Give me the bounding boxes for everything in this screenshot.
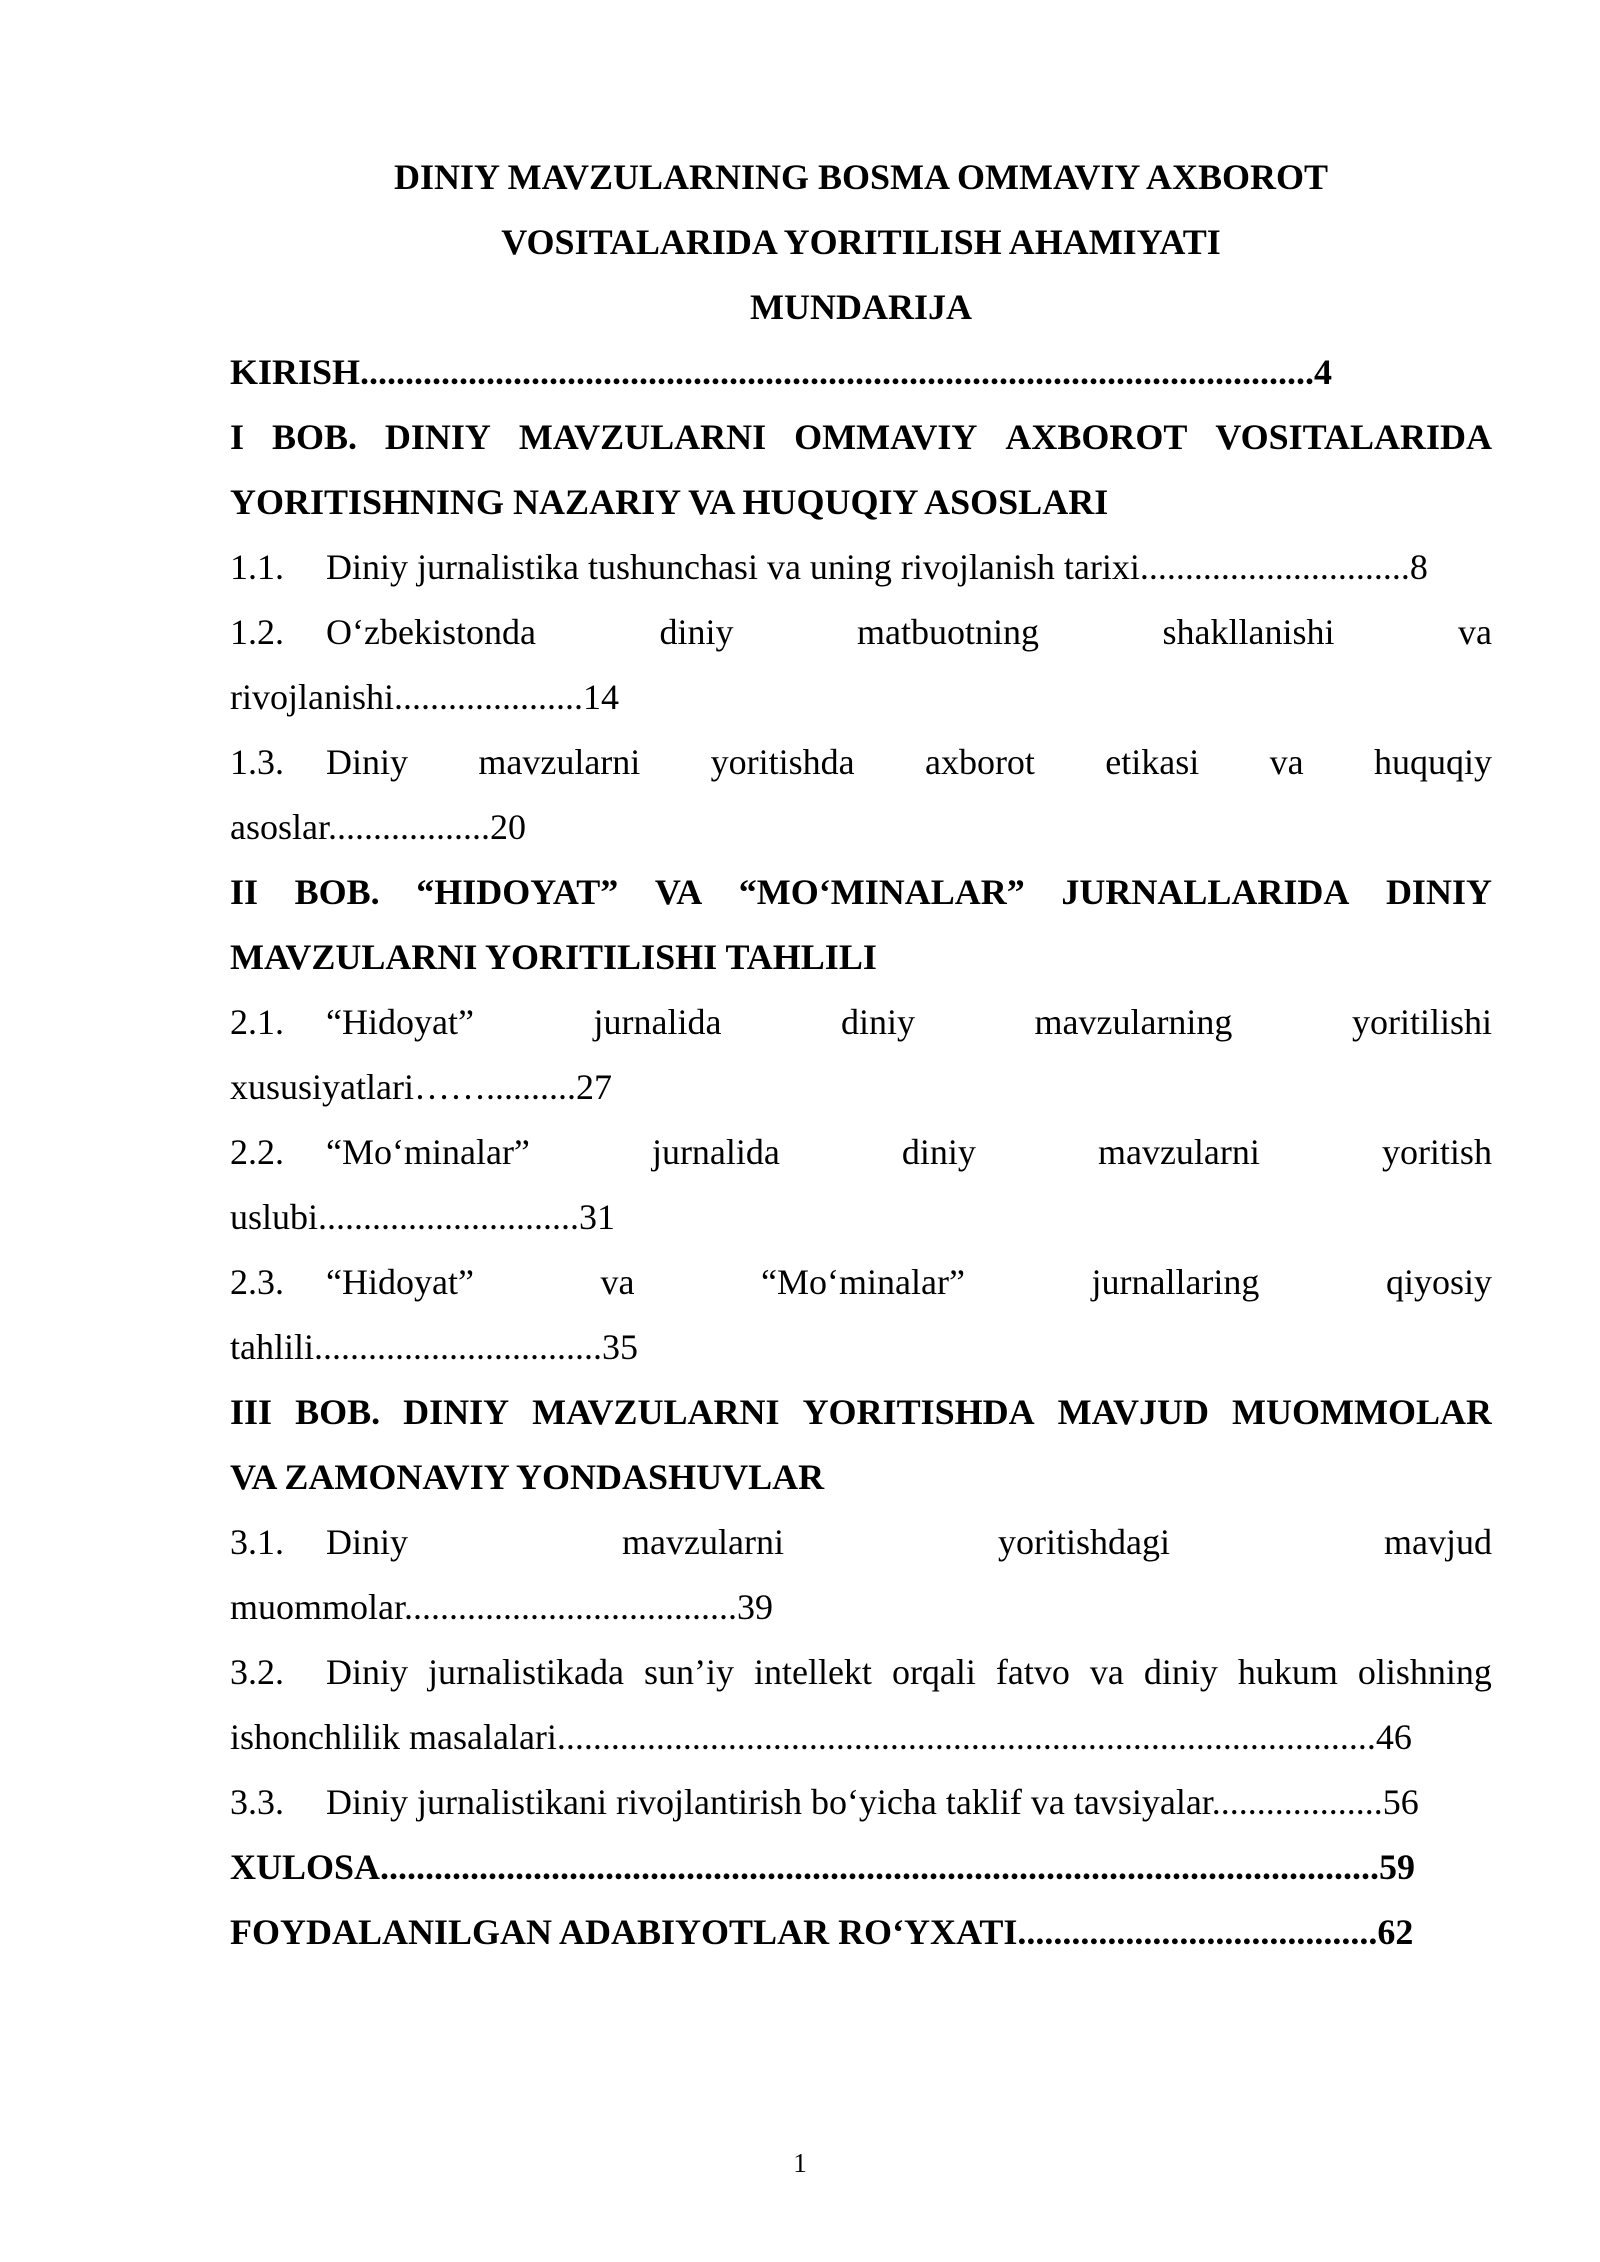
toc-word: “Mo‘minalar” — [761, 1262, 965, 1302]
toc-word: DINIY — [403, 1392, 510, 1432]
toc-entry-2-3-continuation: tahlili................................35 — [230, 1327, 638, 1367]
toc-word: fatvo — [995, 1652, 1070, 1692]
toc-word: jurnallaring — [1091, 1262, 1260, 1302]
toc-entry-2-2 — [230, 1120, 1492, 1185]
toc-entry-2-3 — [230, 1250, 1492, 1315]
toc-entry-3-3 — [230, 1770, 1492, 1835]
toc-word: yoritishdagi — [997, 1522, 1170, 1562]
toc-word: va — [1089, 1652, 1124, 1692]
toc-entry-number: 1.1. — [230, 547, 284, 587]
toc-word: AXBOROT — [1005, 417, 1188, 457]
toc-word: qiyosiy — [1385, 1262, 1492, 1302]
toc-entry-number: 2.1. — [230, 1002, 284, 1042]
toc-word: hukum — [1237, 1652, 1338, 1692]
toc-entry-number: 3.3. — [230, 1782, 284, 1822]
toc-word: jurnalistikada — [428, 1652, 624, 1692]
toc-word: OMMAVIY — [794, 417, 978, 457]
toc-word: mavzularni — [478, 742, 641, 782]
toc-word: “Hidoyat” — [326, 1002, 474, 1042]
toc-entry-3-1-continuation: muommolar.....................................39 — [230, 1587, 773, 1627]
toc-entry-text — [326, 1250, 1492, 1315]
toc-entry-text — [326, 730, 1492, 795]
toc-word: olishning — [1357, 1652, 1492, 1692]
toc-word: matbuotning — [856, 612, 1039, 652]
toc-word: jurnalida — [593, 1002, 722, 1042]
toc-chapter-2-line-2: MAVZULARNI YORITILISHI TAHLILI — [230, 937, 877, 977]
toc-entry-number: 1.2. — [230, 612, 284, 652]
toc-entry-2-1-continuation: xususiyatlari……..........27 — [230, 1067, 612, 1107]
toc-entry-1-2 — [230, 600, 1492, 665]
toc-word: yoritilishi — [1351, 1002, 1492, 1042]
toc-word: BOB. — [295, 1392, 381, 1432]
toc-word: mavzularni — [622, 1522, 784, 1562]
toc-word: DINIY — [1385, 872, 1492, 912]
toc-word: Diniy — [326, 1652, 409, 1692]
toc-word: diniy — [901, 1132, 976, 1172]
toc-word: MUOMMOLAR — [1232, 1392, 1492, 1432]
toc-word: JURNALLARIDA — [1061, 872, 1350, 912]
toc-entry-text: Diniy jurnalistika tushunchasi va uning rivojlanish tarixi..............................8 — [326, 547, 1428, 587]
toc-chapter-3-line-2: VA ZAMONAVIY YONDASHUVLAR — [230, 1457, 825, 1497]
toc-word: diniy — [659, 612, 734, 652]
toc-entry-text — [326, 600, 1492, 665]
toc-word: va — [1458, 612, 1492, 652]
toc-entry-2-1 — [230, 990, 1492, 1055]
toc-word: huquqiy — [1373, 742, 1492, 782]
toc-word: “MO‘MINALAR” — [738, 872, 1025, 912]
toc-word: “Mo‘minalar” — [326, 1132, 530, 1172]
toc-word: DINIY — [384, 417, 491, 457]
toc-entry-text — [326, 1510, 1492, 1575]
toc-word: BOB. — [271, 417, 357, 457]
toc-word: MAVZULARNI — [518, 417, 767, 457]
toc-entry-1-1 — [230, 535, 1492, 600]
toc-word: III — [230, 1392, 273, 1432]
toc-chapter-3-line-1 — [230, 1380, 1492, 1445]
toc-word: etikasi — [1105, 742, 1200, 782]
toc-word: va — [600, 1262, 635, 1302]
document-title-line-1: DINIY MAVZULARNING BOSMA OMMAVIY AXBOROT — [393, 157, 1329, 197]
toc-entry-2-2-continuation: uslubi.............................31 — [230, 1197, 616, 1237]
toc-entry-number: 2.3. — [230, 1262, 284, 1302]
document-page — [230, 145, 1492, 1965]
toc-entry-number: 1.3. — [230, 742, 284, 782]
toc-entry-intro: KIRISH..........................................................................................................4 — [230, 352, 1333, 392]
toc-entry-conclusion: XULOSA...............................................................................................................59 — [230, 1847, 1416, 1887]
toc-entry-1-3-continuation: asoslar..................20 — [230, 807, 526, 847]
toc-entry-3-2-continuation: ishonchlilik masalalari...........................................................................................46 — [230, 1717, 1412, 1757]
toc-word: diniy — [1143, 1652, 1218, 1692]
toc-word: shakllanishi — [1162, 612, 1335, 652]
toc-word: yoritishda — [710, 742, 855, 782]
toc-entry-1-2-continuation: rivojlanishi.....................14 — [230, 677, 619, 717]
toc-entry-text — [326, 1120, 1492, 1185]
toc-heading: MUNDARIJA — [750, 287, 972, 327]
toc-word: diniy — [840, 1002, 915, 1042]
toc-chapter-1-line-1 — [230, 405, 1492, 470]
toc-word: orqali — [891, 1652, 976, 1692]
toc-word: MAVZULARNI — [532, 1392, 780, 1432]
toc-word: intellekt — [753, 1652, 872, 1692]
toc-word: YORITISHDA — [802, 1392, 1035, 1432]
toc-word: O‘zbekistonda — [326, 612, 536, 652]
toc-word: II — [230, 872, 259, 912]
toc-word: mavzularning — [1034, 1002, 1233, 1042]
toc-word: va — [1269, 742, 1304, 782]
toc-entry-references: FOYDALANILGAN ADABIYOTLAR RO‘YXATI........................................62 — [230, 1912, 1414, 1952]
document-title-line-2: VOSITALARIDA YORITILISH AHAMIYATI — [501, 222, 1221, 262]
toc-word: axborot — [924, 742, 1035, 782]
toc-entry-text — [326, 1640, 1492, 1705]
toc-word: mavjud — [1383, 1522, 1492, 1562]
toc-chapter-2-line-1 — [230, 860, 1492, 925]
toc-word: mavzularni — [1097, 1132, 1260, 1172]
toc-word: sun’iy — [643, 1652, 734, 1692]
toc-entry-text: Diniy jurnalistikani rivojlantirish bo‘yicha taklif va tavsiyalar...................56 — [326, 1782, 1419, 1822]
toc-entry-3-1 — [230, 1510, 1492, 1575]
toc-entry-3-2 — [230, 1640, 1492, 1705]
toc-word: “Hidoyat” — [326, 1262, 474, 1302]
toc-word: yoritish — [1381, 1132, 1492, 1172]
toc-word: jurnalida — [651, 1132, 780, 1172]
toc-entry-text — [326, 990, 1492, 1055]
toc-word: I — [230, 417, 245, 457]
toc-word: VA — [654, 872, 703, 912]
toc-word: Diniy — [326, 742, 409, 782]
toc-word: VOSITALARIDA — [1215, 417, 1492, 457]
toc-chapter-1-line-2: YORITISHNING NAZARIY VA HUQUQIY ASOSLARI — [230, 482, 1109, 522]
toc-word: “HIDOYAT” — [416, 872, 619, 912]
toc-entry-number: 2.2. — [230, 1132, 284, 1172]
toc-word: MAVJUD — [1057, 1392, 1209, 1432]
toc-entry-number: 3.2. — [230, 1652, 284, 1692]
toc-entry-number: 3.1. — [230, 1522, 284, 1562]
page-number: 1 — [793, 2148, 807, 2178]
toc-word: BOB. — [294, 872, 380, 912]
toc-entry-1-3 — [230, 730, 1492, 795]
toc-word: Diniy — [326, 1522, 409, 1562]
